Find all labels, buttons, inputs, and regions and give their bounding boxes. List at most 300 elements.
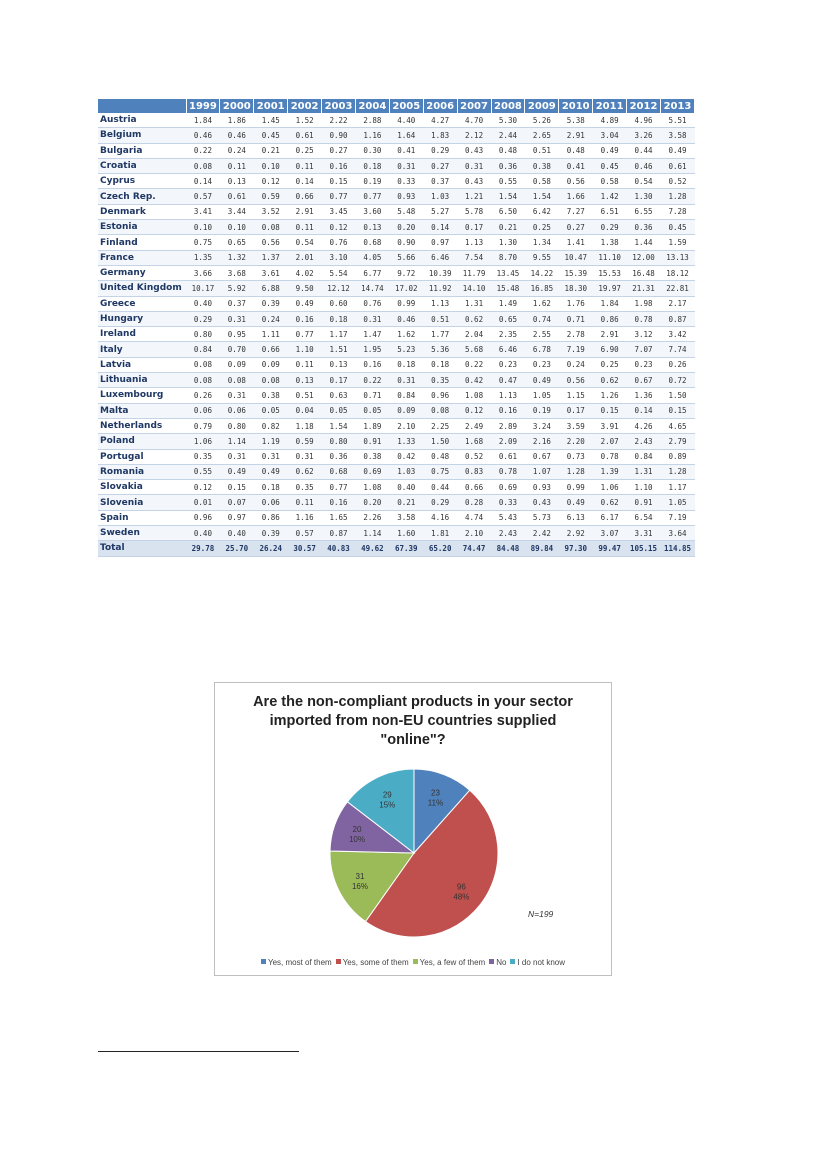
value-cell: 1.41 — [559, 235, 593, 250]
year-header: 2002 — [288, 99, 322, 113]
legend-label: Yes, a few of them — [419, 958, 486, 967]
value-cell: 0.78 — [491, 464, 525, 479]
value-cell: 13.45 — [491, 265, 525, 280]
value-cell: 0.89 — [660, 449, 694, 464]
value-cell: 18.30 — [559, 281, 593, 296]
value-cell: 1.51 — [322, 342, 356, 357]
value-cell: 0.29 — [423, 143, 457, 158]
value-cell: 1.16 — [288, 510, 322, 525]
country-cell: Estonia — [98, 220, 186, 235]
value-cell: 1.34 — [525, 235, 559, 250]
value-cell: 0.99 — [559, 480, 593, 495]
value-cell: 0.14 — [423, 220, 457, 235]
value-cell: 4.27 — [423, 113, 457, 128]
value-cell: 1.03 — [423, 189, 457, 204]
value-cell: 9.55 — [525, 250, 559, 265]
country-cell: Romania — [98, 464, 186, 479]
value-cell: 3.59 — [559, 418, 593, 433]
value-cell: 0.91 — [355, 434, 389, 449]
value-cell: 0.19 — [525, 403, 559, 418]
value-cell: 0.57 — [288, 526, 322, 541]
value-cell: 0.08 — [186, 373, 220, 388]
value-cell: 0.49 — [660, 143, 694, 158]
value-cell: 0.62 — [457, 311, 491, 326]
value-cell: 0.77 — [355, 189, 389, 204]
value-cell: 0.42 — [457, 373, 491, 388]
country-cell: Netherlands — [98, 418, 186, 433]
value-cell: 0.80 — [322, 434, 356, 449]
value-cell: 2.35 — [491, 327, 525, 342]
value-cell: 0.49 — [559, 495, 593, 510]
value-cell: 1.64 — [389, 128, 423, 143]
value-cell: 0.22 — [186, 143, 220, 158]
value-cell: 4.16 — [423, 510, 457, 525]
value-cell: 1.84 — [593, 296, 627, 311]
value-cell: 0.62 — [593, 373, 627, 388]
table-row — [98, 464, 695, 479]
value-cell: 2.65 — [525, 128, 559, 143]
value-cell: 1.54 — [322, 418, 356, 433]
value-cell: 0.46 — [389, 311, 423, 326]
value-cell: 1.13 — [491, 388, 525, 403]
table-total-row — [98, 541, 695, 556]
value-cell: 0.93 — [389, 189, 423, 204]
value-cell: 9.72 — [389, 265, 423, 280]
value-cell: 2.20 — [559, 434, 593, 449]
country-cell: Germany — [98, 265, 186, 280]
value-cell: 1.47 — [355, 327, 389, 342]
value-cell: 2.26 — [355, 510, 389, 525]
value-cell: 0.84 — [627, 449, 661, 464]
value-cell: 13.13 — [660, 250, 694, 265]
value-cell: 0.01 — [186, 495, 220, 510]
value-cell: 1.60 — [389, 526, 423, 541]
table-row — [98, 128, 695, 143]
value-cell: 65.20 — [423, 541, 457, 556]
value-cell: 0.45 — [660, 220, 694, 235]
table-row — [98, 204, 695, 219]
value-cell: 0.17 — [559, 403, 593, 418]
value-cell: 1.06 — [593, 480, 627, 495]
value-cell: 1.30 — [627, 189, 661, 204]
value-cell: 0.06 — [220, 403, 254, 418]
value-cell: 1.42 — [593, 189, 627, 204]
table-row — [98, 311, 695, 326]
value-cell: 2.89 — [491, 418, 525, 433]
value-cell: 1.08 — [457, 388, 491, 403]
table-row — [98, 265, 695, 280]
value-cell: 1.98 — [627, 296, 661, 311]
value-cell: 6.42 — [525, 204, 559, 219]
year-header: 1999 — [186, 99, 220, 113]
year-header: 2012 — [627, 99, 661, 113]
country-cell: United Kingdom — [98, 281, 186, 296]
value-cell: 0.61 — [491, 449, 525, 464]
value-cell: 0.68 — [322, 464, 356, 479]
value-cell: 99.47 — [593, 541, 627, 556]
value-cell: 0.44 — [627, 143, 661, 158]
value-cell: 0.24 — [559, 357, 593, 372]
value-cell: 0.31 — [220, 449, 254, 464]
value-cell: 4.05 — [355, 250, 389, 265]
value-cell: 1.32 — [220, 250, 254, 265]
value-cell: 0.39 — [254, 526, 288, 541]
value-cell: 0.31 — [457, 158, 491, 173]
year-header: 2010 — [559, 99, 593, 113]
country-cell: Poland — [98, 434, 186, 449]
value-cell: 0.66 — [254, 342, 288, 357]
value-cell: 0.49 — [288, 296, 322, 311]
value-cell: 0.51 — [288, 388, 322, 403]
country-cell: Slovakia — [98, 480, 186, 495]
value-cell: 89.84 — [525, 541, 559, 556]
value-cell: 0.60 — [322, 296, 356, 311]
value-cell: 0.37 — [423, 174, 457, 189]
table-row — [98, 220, 695, 235]
value-cell: 0.25 — [525, 220, 559, 235]
value-cell: 15.53 — [593, 265, 627, 280]
value-cell: 1.17 — [322, 327, 356, 342]
value-cell: 6.88 — [254, 281, 288, 296]
slice-percent-label: 48% — [453, 892, 470, 902]
year-header: 2011 — [593, 99, 627, 113]
table-row — [98, 373, 695, 388]
value-cell: 0.66 — [457, 480, 491, 495]
pie-chart-figure — [214, 682, 612, 976]
value-cell: 1.35 — [186, 250, 220, 265]
value-cell: 4.74 — [457, 510, 491, 525]
value-cell: 7.74 — [660, 342, 694, 357]
value-cell: 1.59 — [660, 235, 694, 250]
value-cell: 2.44 — [491, 128, 525, 143]
value-cell: 4.89 — [593, 113, 627, 128]
country-cell: France — [98, 250, 186, 265]
value-cell: 6.50 — [491, 204, 525, 219]
value-cell: 0.90 — [322, 128, 356, 143]
table-row — [98, 296, 695, 311]
table-row — [98, 526, 695, 541]
value-cell: 5.54 — [322, 265, 356, 280]
slice-value-label: 96 — [456, 882, 466, 892]
value-cell: 2.49 — [457, 418, 491, 433]
value-cell: 0.68 — [355, 235, 389, 250]
value-cell: 0.14 — [627, 403, 661, 418]
value-cell: 3.64 — [660, 526, 694, 541]
value-cell: 0.71 — [355, 388, 389, 403]
value-cell: 1.05 — [525, 388, 559, 403]
value-cell: 0.05 — [254, 403, 288, 418]
value-cell: 0.08 — [186, 158, 220, 173]
table-body — [98, 113, 695, 556]
value-cell: 0.31 — [254, 449, 288, 464]
value-cell: 67.39 — [389, 541, 423, 556]
value-cell: 0.43 — [457, 143, 491, 158]
value-cell: 0.17 — [457, 220, 491, 235]
value-cell: 0.79 — [186, 418, 220, 433]
table-row — [98, 418, 695, 433]
value-cell: 3.58 — [389, 510, 423, 525]
value-cell: 0.16 — [491, 403, 525, 418]
value-cell: 1.15 — [559, 388, 593, 403]
value-cell: 0.49 — [525, 373, 559, 388]
value-cell: 1.62 — [525, 296, 559, 311]
value-cell: 9.50 — [288, 281, 322, 296]
value-cell: 10.39 — [423, 265, 457, 280]
value-cell: 12.00 — [627, 250, 661, 265]
value-cell: 1.38 — [593, 235, 627, 250]
value-cell: 0.52 — [660, 174, 694, 189]
table-row — [98, 342, 695, 357]
value-cell: 18.12 — [660, 265, 694, 280]
value-cell: 0.70 — [220, 342, 254, 357]
legend-label: I do not know — [517, 958, 566, 967]
country-cell: Czech Rep. — [98, 189, 186, 204]
year-header: 2013 — [660, 99, 694, 113]
value-cell: 0.18 — [322, 311, 356, 326]
value-cell: 0.90 — [389, 235, 423, 250]
slice-value-label: 31 — [355, 872, 365, 882]
value-cell: 21.31 — [627, 281, 661, 296]
value-cell: 0.15 — [322, 174, 356, 189]
value-cell: 0.16 — [288, 311, 322, 326]
value-cell: 0.33 — [389, 174, 423, 189]
value-cell: 2.04 — [457, 327, 491, 342]
value-cell: 1.89 — [355, 418, 389, 433]
value-cell: 1.19 — [254, 434, 288, 449]
value-cell: 0.08 — [220, 373, 254, 388]
value-cell: 0.40 — [186, 526, 220, 541]
value-cell: 0.40 — [389, 480, 423, 495]
value-cell: 0.46 — [627, 158, 661, 173]
value-cell: 0.56 — [254, 235, 288, 250]
value-cell: 17.02 — [389, 281, 423, 296]
value-cell: 114.85 — [660, 541, 694, 556]
value-cell: 0.69 — [491, 480, 525, 495]
value-cell: 3.60 — [355, 204, 389, 219]
value-cell: 0.51 — [525, 143, 559, 158]
value-cell: 5.36 — [423, 342, 457, 357]
value-cell: 0.29 — [186, 311, 220, 326]
legend-label: No — [496, 958, 507, 967]
value-cell: 0.18 — [389, 357, 423, 372]
value-cell: 0.59 — [254, 189, 288, 204]
value-cell: 16.85 — [525, 281, 559, 296]
value-cell: 1.06 — [186, 434, 220, 449]
value-cell: 0.84 — [186, 342, 220, 357]
country-cell: Malta — [98, 403, 186, 418]
country-cell: Portugal — [98, 449, 186, 464]
value-cell: 11.79 — [457, 265, 491, 280]
value-cell: 5.23 — [389, 342, 423, 357]
value-cell: 0.87 — [660, 311, 694, 326]
value-cell: 0.63 — [322, 388, 356, 403]
value-cell: 3.26 — [627, 128, 661, 143]
country-cell: Sweden — [98, 526, 186, 541]
value-cell: 0.73 — [559, 449, 593, 464]
table-row — [98, 434, 695, 449]
value-cell: 0.74 — [525, 311, 559, 326]
value-cell: 0.11 — [288, 357, 322, 372]
country-cell: Denmark — [98, 204, 186, 219]
value-cell: 2.42 — [525, 526, 559, 541]
value-cell: 0.96 — [186, 510, 220, 525]
value-cell: 0.99 — [389, 296, 423, 311]
country-cell: Hungary — [98, 311, 186, 326]
value-cell: 0.39 — [254, 296, 288, 311]
value-cell: 0.38 — [254, 388, 288, 403]
country-cell: Luxembourg — [98, 388, 186, 403]
value-cell: 0.44 — [423, 480, 457, 495]
value-cell: 2.12 — [457, 128, 491, 143]
value-cell: 0.97 — [220, 510, 254, 525]
value-cell: 0.93 — [525, 480, 559, 495]
value-cell: 6.54 — [627, 510, 661, 525]
value-cell: 5.73 — [525, 510, 559, 525]
slice-percent-label: 10% — [348, 834, 365, 844]
value-cell: 29.78 — [186, 541, 220, 556]
value-cell: 0.45 — [254, 128, 288, 143]
value-cell: 0.09 — [254, 357, 288, 372]
value-cell: 0.16 — [322, 495, 356, 510]
value-cell: 3.91 — [593, 418, 627, 433]
value-cell: 0.26 — [660, 357, 694, 372]
value-cell: 0.35 — [288, 480, 322, 495]
value-cell: 3.04 — [593, 128, 627, 143]
value-cell: 1.14 — [220, 434, 254, 449]
value-cell: 1.52 — [288, 113, 322, 128]
value-cell: 0.08 — [423, 403, 457, 418]
value-cell: 1.28 — [660, 464, 694, 479]
value-cell: 2.43 — [627, 434, 661, 449]
value-cell: 0.27 — [559, 220, 593, 235]
value-cell: 4.26 — [627, 418, 661, 433]
legend-swatch — [413, 959, 418, 964]
value-cell: 15.48 — [491, 281, 525, 296]
year-header: 2005 — [389, 99, 423, 113]
value-cell: 0.12 — [186, 480, 220, 495]
value-cell: 0.61 — [220, 189, 254, 204]
value-cell: 0.42 — [389, 449, 423, 464]
value-cell: 2.91 — [288, 204, 322, 219]
value-cell: 1.11 — [254, 327, 288, 342]
year-header: 2000 — [220, 99, 254, 113]
value-cell: 0.20 — [389, 220, 423, 235]
value-cell: 0.56 — [559, 174, 593, 189]
value-cell: 4.70 — [457, 113, 491, 128]
value-cell: 1.10 — [627, 480, 661, 495]
country-cell: Total — [98, 541, 186, 556]
value-cell: 0.87 — [322, 526, 356, 541]
value-cell: 2.16 — [525, 434, 559, 449]
value-cell: 5.26 — [525, 113, 559, 128]
table-row — [98, 189, 695, 204]
value-cell: 5.66 — [389, 250, 423, 265]
value-cell: 2.88 — [355, 113, 389, 128]
value-cell: 0.78 — [593, 449, 627, 464]
value-cell: 6.46 — [423, 250, 457, 265]
year-header: 2001 — [254, 99, 288, 113]
value-cell: 3.44 — [220, 204, 254, 219]
value-cell: 1.66 — [559, 189, 593, 204]
value-cell: 2.22 — [322, 113, 356, 128]
value-cell: 0.97 — [423, 235, 457, 250]
country-cell: Italy — [98, 342, 186, 357]
country-cell: Belgium — [98, 128, 186, 143]
value-cell: 0.38 — [355, 449, 389, 464]
legend-item — [413, 958, 486, 967]
value-cell: 0.82 — [254, 418, 288, 433]
table-row — [98, 327, 695, 342]
legend-swatch — [510, 959, 515, 964]
value-cell: 0.61 — [660, 158, 694, 173]
value-cell: 4.96 — [627, 113, 661, 128]
value-cell: 1.26 — [593, 388, 627, 403]
value-cell: 2.01 — [288, 250, 322, 265]
value-cell: 26.24 — [254, 541, 288, 556]
value-cell: 5.68 — [457, 342, 491, 357]
value-cell: 3.42 — [660, 327, 694, 342]
value-cell: 1.65 — [322, 510, 356, 525]
value-cell: 5.27 — [423, 204, 457, 219]
value-cell: 0.13 — [355, 220, 389, 235]
value-cell: 0.33 — [491, 495, 525, 510]
value-cell: 0.15 — [593, 403, 627, 418]
value-cell: 5.78 — [457, 204, 491, 219]
value-cell: 12.12 — [322, 281, 356, 296]
value-cell: 0.25 — [593, 357, 627, 372]
value-cell: 0.06 — [186, 403, 220, 418]
value-cell: 0.56 — [559, 373, 593, 388]
value-cell: 0.18 — [423, 357, 457, 372]
value-cell: 3.10 — [322, 250, 356, 265]
country-cell: Finland — [98, 235, 186, 250]
value-cell: 0.96 — [423, 388, 457, 403]
value-cell: 3.58 — [660, 128, 694, 143]
country-cell: Spain — [98, 510, 186, 525]
value-cell: 0.54 — [627, 174, 661, 189]
value-cell: 1.13 — [457, 235, 491, 250]
value-cell: 0.46 — [186, 128, 220, 143]
value-cell: 0.55 — [491, 174, 525, 189]
table-row — [98, 250, 695, 265]
value-cell: 49.62 — [355, 541, 389, 556]
value-cell: 0.49 — [220, 464, 254, 479]
value-cell: 0.19 — [355, 174, 389, 189]
value-cell: 1.31 — [627, 464, 661, 479]
value-cell: 1.83 — [423, 128, 457, 143]
value-cell: 10.17 — [186, 281, 220, 296]
year-header: 2003 — [322, 99, 356, 113]
slice-percent-label: 11% — [427, 798, 444, 808]
value-cell: 0.61 — [288, 128, 322, 143]
value-cell: 1.14 — [355, 526, 389, 541]
legend-item — [489, 958, 506, 967]
value-cell: 0.10 — [186, 220, 220, 235]
value-cell: 0.11 — [288, 495, 322, 510]
value-cell: 1.16 — [355, 128, 389, 143]
value-cell: 25.70 — [220, 541, 254, 556]
value-cell: 1.54 — [525, 189, 559, 204]
value-cell: 1.21 — [457, 189, 491, 204]
value-cell: 7.54 — [457, 250, 491, 265]
value-cell: 0.31 — [389, 373, 423, 388]
country-cell: Lithuania — [98, 373, 186, 388]
value-cell: 2.92 — [559, 526, 593, 541]
value-cell: 0.22 — [457, 357, 491, 372]
value-cell: 0.31 — [220, 311, 254, 326]
value-cell: 1.50 — [660, 388, 694, 403]
value-cell: 1.68 — [457, 434, 491, 449]
